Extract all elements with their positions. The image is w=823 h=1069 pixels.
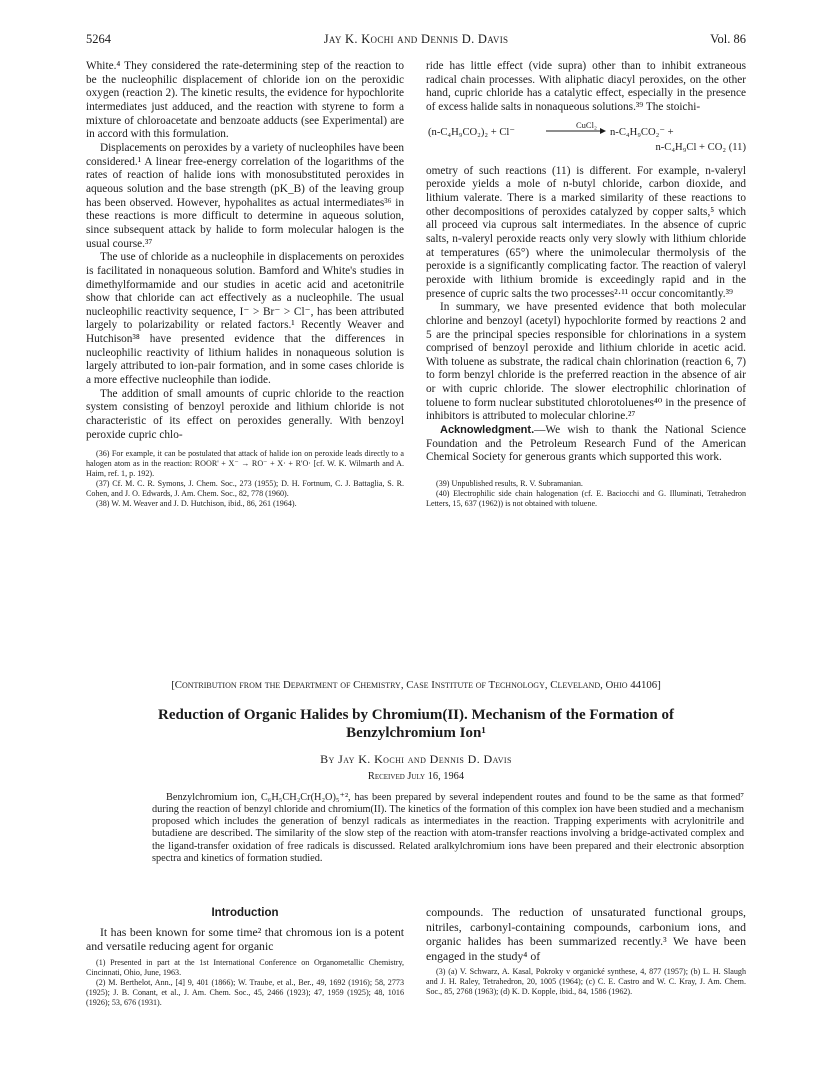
left-column (86, 60, 404, 509)
acknowledgment-text: —We wish to thank the National Science Foundation and the Petroleum Research Fund of the American Chemical Society for generous grants which supported this work. (426, 424, 746, 464)
paragraph: In summary, we have presented evidence that both molecular chlorine and benzoyl (acetyl) hypochlorite formed by reactions 2 and 5 are the principal species responsible for chlorinations in a system comprised of benzoyl peroxide and lithium chloride in acetic acid. With toluene as substrate, the radical chain chlorination (reaction 6, 7) to form benzyl chloride is the preferred reaction in the absence of air or with cupric chloride. The slower electrophilic chlorination of toluene to form nuclear substituted chlorotoluenes⁴⁰ in the presence of inhibitors is attributed to molecular chlorine.²⁷ (426, 301, 746, 423)
footnote: (2) M. Berthelot, Ann., [4] 9, 401 (1866); W. Traube, et al., Ber., 49, 1692 (1916); 58, 2773 (1925); J. B. Conant, et al., J. Am. Chem. Soc., 45, 2466 (1923); 47, 1959 (1925); 48, 1016 (1926); 53, 676 (1931). (86, 977, 404, 1008)
article-title-line: Reduction of Organic Halides by Chromium(II). Mechanism of the Formation of (158, 707, 674, 723)
acknowledgment (426, 424, 746, 465)
paragraph: Displacements on peroxides by a variety of nucleophiles have been considered.¹ A linear free-energy correlation of the logarithms of the rates of reaction of halide ions with monosubstituted peroxides in aqueous solution and the base strength (pK_B) of the leaving group has been observed. However, hypohalites as actual intermediates³⁶ in these reactions is more difficult to determine in aqueous solution, since subsequent attack by halide to form molecular halogen is the usual course.³⁷ (86, 141, 404, 250)
volume-number: Vol. 86 (710, 32, 746, 46)
equation-11 (426, 119, 746, 159)
paragraph: White.⁴ They considered the rate-determining step of the reaction to be the nucleophilic displacement of chloride ion on the peroxidic oxygen (reaction 2). The kinetic results, the evidence for hypochlorite intermediates just adduced, and the reaction with styrene to form a mixture of chloroacetate and benzoate adducts (see Experimental) are in accord with this formulation. (86, 60, 404, 141)
acknowledgment-heading: Acknowledgment. (440, 424, 535, 437)
footnote: (40) Electrophilic side chain halogenation (cf. E. Baciocchi and G. Illuminati, Tetrahedron Letters, 15, 637 (1962)) is not obtained with toluene. (426, 489, 746, 509)
footnotes (86, 449, 404, 509)
article-title (86, 706, 746, 742)
paragraph: ometry of such reactions (11) is different. For example, n-valeryl peroxide yields a mole of n-butyl chloride, carbon dioxide, and lithium valerate. There is a marked similarity of these reactions to other decompositions of peroxides catalyzed by copper salts,⁵ which all proceed via cuprous salt intermediates. In the absence of cupric salts, n-valeryl peroxide reacts only very slowly with lithium chloride at temperatures (65°) where the unimolecular thermolysis of the peroxide is a significantly complicating factor. The reaction of valeryl peroxide with lithium bromide is exceedingly rapid and in the presence of cupric salts the two processes²·¹¹ occur concomitantly.³⁹ (426, 164, 746, 300)
equation-left: (n-C₄H₉CO₂)₂ + Cl⁻ (428, 126, 515, 138)
footnote: (38) W. M. Weaver and J. D. Hutchison, ibid., 86, 261 (1964). (96, 499, 297, 509)
abstract (152, 792, 744, 865)
footnote: (39) Unpublished results, R. V. Subramanian. (436, 479, 583, 489)
paragraph: compounds. The reduction of unsaturated functional groups, nitriles, carbonyl-containing compounds, carbonium ions, and organic halides has been summarized recently.³ We have been engaged in the study⁴ of (426, 905, 746, 963)
introduction-right-column (426, 905, 746, 997)
contribution-line: [Contribution from the Department of Chemistry, Case Institute of Technology, Cleveland, Ohio 44106] (171, 679, 661, 691)
footnotes (426, 479, 746, 509)
reaction-arrow-icon (546, 128, 606, 134)
equation-right-top: n-C₄H₉CO₂⁻ + (610, 126, 674, 138)
equation-catalyst: CuCl₂ (576, 119, 597, 130)
footnotes (86, 958, 404, 1008)
article-authors: By Jay K. Kochi and Dennis D. Davis (320, 752, 512, 766)
footnote: (3) (a) V. Schwarz, A. Kasal, Pokroky v organické synthese, 4, 877 (1957); (b) L. H. Slaugh and J. H. Raley, Tetrahedron, 20, 1005 (1964); (c) C. E. Castro and W. C. Kray, J. Am. Chem. Soc., 85, 2768 (1963); (d) K. D. Kopple, ibid., 84, 1586 (1962). (426, 967, 746, 997)
section-heading: Introduction (211, 907, 279, 919)
abstract-text: Benzylchromium ion, C₆H₅CH₂Cr(H₂O)₅⁺², has been prepared by several independent routes and found to be the same as that formed⁷ during the reaction of benzyl chloride and chromium(II). The kinetics of the formation of this complex ion have been studied and a mechanism proposed which includes the generation of benzyl radicals as intermediates in the reaction. Trapping experiments with acrylonitrile and butadiene are described. The similarity of the slow step of the reaction with atom-transfer reactions involving a bridge-activated complex and the ligand-transfer oxidation of free radicals is discussed. Related aralkylchromium ions have been prepared and their electronic absorption spectra and kinetics of formation studied. (152, 792, 744, 864)
paragraph: It has been known for some time² that chromous ion is a potent and versatile reducing agent for organic (86, 924, 404, 954)
received-date: Received July 16, 1964 (367, 771, 465, 782)
equation-right-bottom: n-C₄H₉Cl + CO₂ (11) (655, 141, 746, 153)
page-number: 5264 (86, 32, 111, 46)
footnote: (36) For example, it can be postulated that attack of halide ion on peroxide leads directly to a halogen atom as in the reaction: ROOR' + X⁻ → RO⁻ + X· + R'O· [cf. W. K. Wilmarth and A. Haim, ref. 1, p. 192). (86, 449, 404, 479)
paragraph: ride has little effect (vide supra) other than to inhibit extraneous radical chain processes. With aliphatic diacyl peroxides, on the other hand, cupric chloride has a catalytic effect, especially in the presence of excess halide salts in nonaqueous solutions.³⁹ The stoichi- (426, 60, 746, 113)
running-head-authors: Jay K. Kochi and Dennis D. Davis (323, 32, 509, 46)
introduction-left-column (86, 907, 404, 1008)
paragraph: The use of chloride as a nucleophile in displacements on peroxides is facilitated in nonaqueous solution. Bamford and White's studies in dimethylformamide and our studies in acetic acid and acetonitrile show that chloride can act effectively as a nucleophile. The usual nucleophilic reactivity sequence, I⁻ > Br⁻ > Cl⁻, has been attributed largely to polarizability or related factors.¹ Recently Weaver and Hutchison³⁸ have presented evidence that the differences in nucleophilic reactivity of lithium halides in nonaqueous solution is largely attributed to ion-pair formation, and in some cases chloride is a more effective nucleophile than iodide. (86, 251, 404, 387)
footnote: (1) Presented in part at the 1st International Conference on Organometallic Chemistry, Cincinnati, Ohio, June, 1963. (86, 957, 404, 977)
right-column (426, 60, 746, 509)
paragraph: The addition of small amounts of cupric chloride to the reaction system consisting of benzoyl peroxide and lithium chloride is not characteristic of its effect on peroxides generally. With benzoyl peroxide cupric chlo- (86, 387, 404, 441)
footnotes (426, 967, 746, 997)
running-head (86, 32, 746, 50)
article-title-line: Benzylchromium Ion¹ (346, 725, 486, 741)
footnote: (37) Cf. M. C. R. Symons, J. Chem. Soc., 273 (1955); D. H. Fortnum, C. J. Battaglia, S. R. Cohen, and J. O. Edwards, J. Am. Chem. Soc., 82, 778 (1960). (86, 479, 404, 499)
